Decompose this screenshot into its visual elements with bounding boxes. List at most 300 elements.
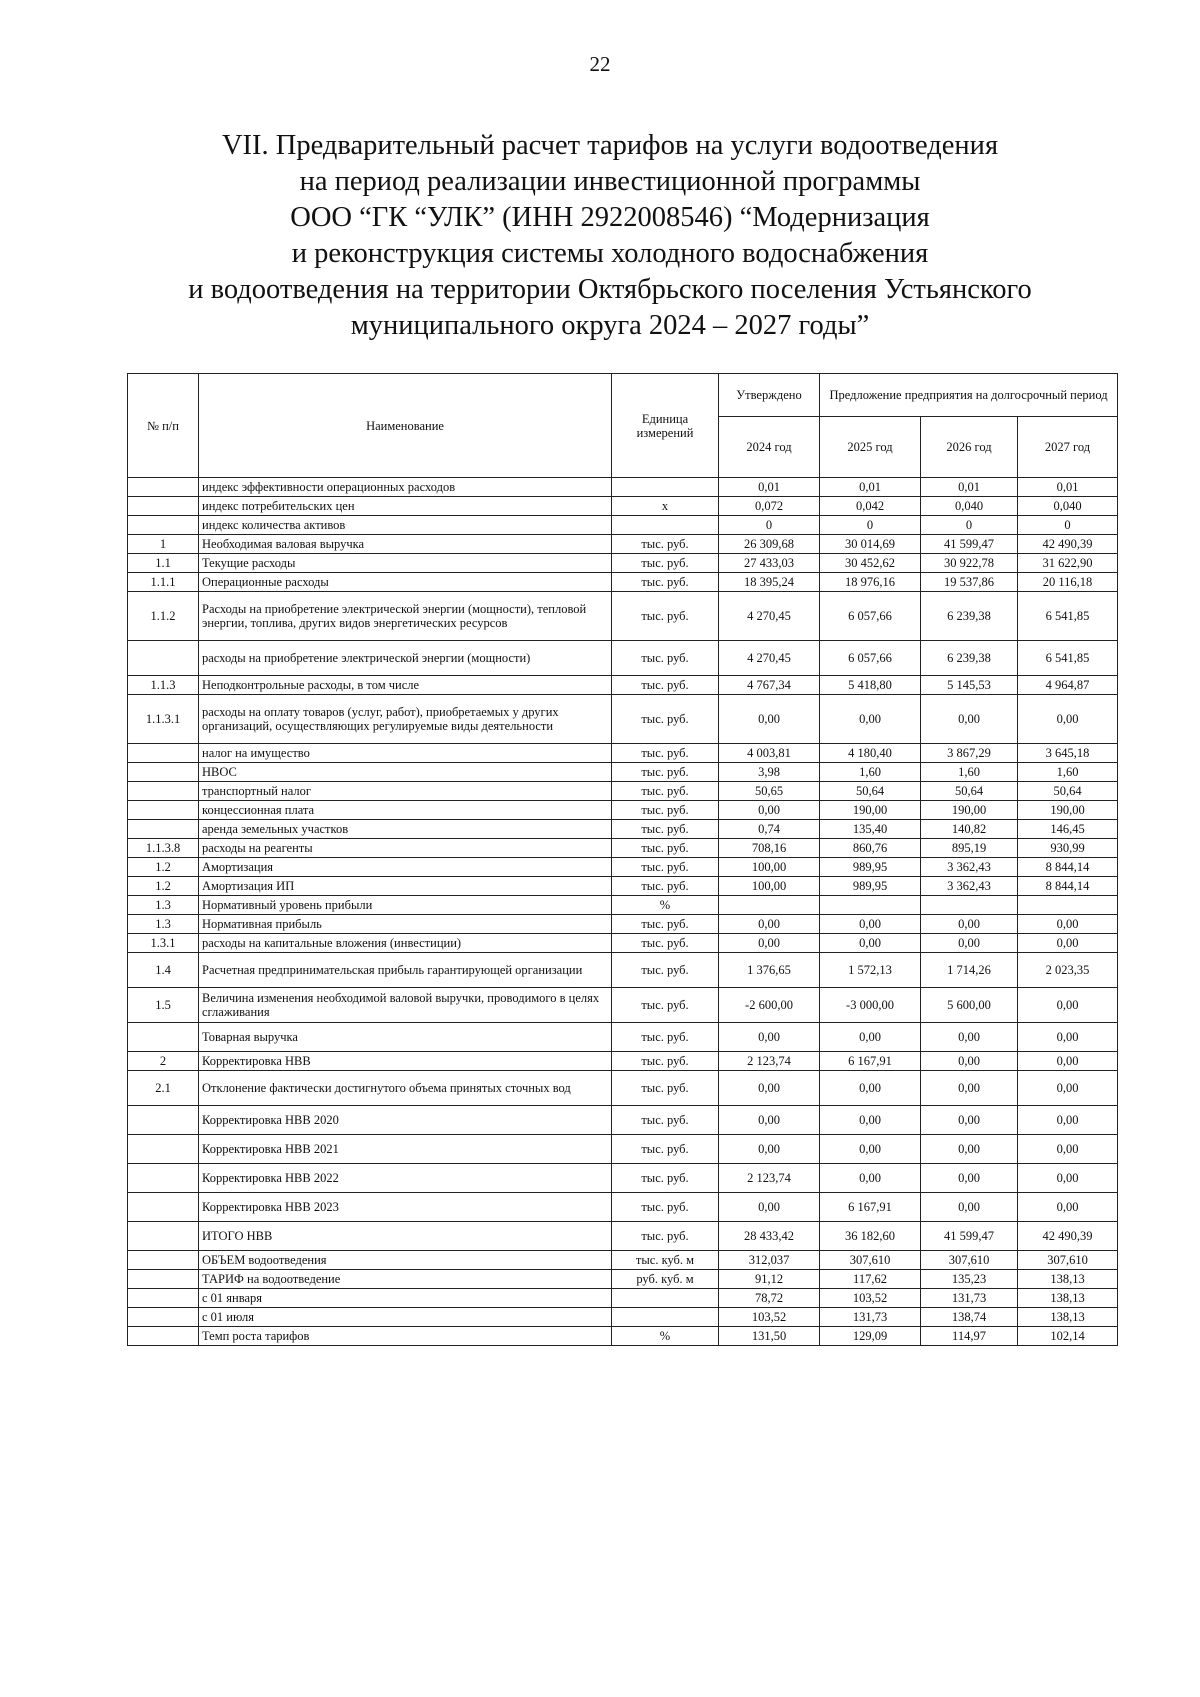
row-number-cell: 2.1: [128, 1071, 199, 1106]
row-value-cell: 0,072: [719, 497, 820, 516]
row-value-cell: -2 600,00: [719, 988, 820, 1023]
row-value-cell: 0,00: [921, 1023, 1018, 1052]
table-row: [128, 516, 1118, 535]
row-value-cell: [1018, 896, 1118, 915]
row-number-cell: [128, 1289, 199, 1308]
row-name-cell: Расходы на приобретение электрической энергии (мощности), тепловой энергии, топлива, других видов энергетических ресурсов: [199, 592, 612, 641]
tariff-table: [127, 373, 1118, 1346]
row-value-cell: 0,00: [719, 1135, 820, 1164]
row-value-cell: 0,00: [820, 1106, 921, 1135]
table-row: [128, 988, 1118, 1023]
row-value-cell: 190,00: [921, 801, 1018, 820]
row-number-cell: 1.3: [128, 896, 199, 915]
row-number-cell: [128, 1222, 199, 1251]
row-value-cell: 6 057,66: [820, 592, 921, 641]
row-unit-cell: тыс. руб.: [612, 934, 719, 953]
row-value-cell: 31 622,90: [1018, 554, 1118, 573]
row-value-cell: 5 600,00: [921, 988, 1018, 1023]
row-number-cell: [128, 497, 199, 516]
row-number-cell: 1.5: [128, 988, 199, 1023]
row-unit-cell: [612, 1308, 719, 1327]
row-value-cell: 190,00: [1018, 801, 1118, 820]
row-number-cell: 1.1.3.1: [128, 695, 199, 744]
row-value-cell: 18 976,16: [820, 573, 921, 592]
row-name-cell: индекс эффективности операционных расходов: [199, 478, 612, 497]
row-name-cell: с 01 июля: [199, 1308, 612, 1327]
row-name-cell: ТАРИФ на водоотведение: [199, 1270, 612, 1289]
row-value-cell: 0: [1018, 516, 1118, 535]
row-name-cell: Величина изменения необходимой валовой выручки, проводимого в целях сглаживания: [199, 988, 612, 1023]
header-year: 2025 год: [820, 417, 921, 478]
table-row: [128, 1308, 1118, 1327]
row-value-cell: 6 541,85: [1018, 641, 1118, 676]
row-name-cell: Корректировка НВВ 2023: [199, 1193, 612, 1222]
row-unit-cell: тыс. руб.: [612, 820, 719, 839]
table-row: [128, 676, 1118, 695]
row-number-cell: 1: [128, 535, 199, 554]
row-value-cell: 1 714,26: [921, 953, 1018, 988]
row-value-cell: 91,12: [719, 1270, 820, 1289]
row-unit-cell: тыс. руб.: [612, 535, 719, 554]
row-value-cell: 0,00: [921, 1164, 1018, 1193]
row-number-cell: [128, 1308, 199, 1327]
row-name-cell: с 01 января: [199, 1289, 612, 1308]
row-value-cell: 50,65: [719, 782, 820, 801]
row-value-cell: 0,00: [921, 915, 1018, 934]
row-value-cell: 0,00: [1018, 1193, 1118, 1222]
row-value-cell: 30 922,78: [921, 554, 1018, 573]
row-value-cell: 0,00: [1018, 695, 1118, 744]
table-row: [128, 839, 1118, 858]
row-value-cell: 5 145,53: [921, 676, 1018, 695]
table-row: [128, 801, 1118, 820]
row-unit-cell: тыс. руб.: [612, 988, 719, 1023]
row-value-cell: 0,00: [820, 1071, 921, 1106]
row-unit-cell: [612, 478, 719, 497]
row-name-cell: Неподконтрольные расходы, в том числе: [199, 676, 612, 695]
row-value-cell: 4 270,45: [719, 641, 820, 676]
title-line: VII. Предварительный расчет тарифов на услуги водоотведения: [221, 130, 999, 161]
row-value-cell: 0,00: [1018, 934, 1118, 953]
table-row: [128, 1023, 1118, 1052]
row-value-cell: 50,64: [921, 782, 1018, 801]
table-row: [128, 1222, 1118, 1251]
row-value-cell: 0,00: [820, 934, 921, 953]
row-value-cell: 0,00: [921, 934, 1018, 953]
table-row: [128, 1164, 1118, 1193]
row-unit-cell: тыс. руб.: [612, 877, 719, 896]
row-value-cell: 0,00: [1018, 1023, 1118, 1052]
table-row: [128, 1052, 1118, 1071]
row-value-cell: 0,00: [921, 1106, 1018, 1135]
row-value-cell: 0,00: [921, 1135, 1018, 1164]
row-value-cell: 0,042: [820, 497, 921, 516]
table-row: [128, 763, 1118, 782]
row-number-cell: [128, 1251, 199, 1270]
row-value-cell: 0,00: [719, 1071, 820, 1106]
title-line: ООО “ГК “УЛК” (ИНН 2922008546) “Модернизация: [290, 202, 930, 233]
row-value-cell: 307,610: [820, 1251, 921, 1270]
row-number-cell: [128, 763, 199, 782]
row-unit-cell: тыс. руб.: [612, 1071, 719, 1106]
row-value-cell: 2 023,35: [1018, 953, 1118, 988]
row-number-cell: 1.1.1: [128, 573, 199, 592]
title-line: муниципального округа 2024 – 2027 годы”: [350, 310, 870, 341]
row-number-cell: 2: [128, 1052, 199, 1071]
table-row: [128, 1251, 1118, 1270]
row-number-cell: [128, 1193, 199, 1222]
row-value-cell: 20 116,18: [1018, 573, 1118, 592]
row-value-cell: 0,00: [921, 1193, 1018, 1222]
row-unit-cell: тыс. куб. м: [612, 1251, 719, 1270]
row-value-cell: 138,13: [1018, 1289, 1118, 1308]
row-number-cell: 1.3: [128, 915, 199, 934]
row-number-cell: [128, 641, 199, 676]
row-value-cell: 3 362,43: [921, 877, 1018, 896]
row-number-cell: 1.2: [128, 858, 199, 877]
row-value-cell: 0,00: [1018, 1164, 1118, 1193]
row-number-cell: [128, 820, 199, 839]
row-name-cell: транспортный налог: [199, 782, 612, 801]
row-value-cell: 4 270,45: [719, 592, 820, 641]
row-name-cell: Нормативная прибыль: [199, 915, 612, 934]
row-value-cell: 129,09: [820, 1327, 921, 1346]
row-name-cell: Необходимая валовая выручка: [199, 535, 612, 554]
header-proposal: Предложение предприятия на долгосрочный период: [820, 374, 1118, 417]
row-value-cell: 0,00: [1018, 1052, 1118, 1071]
row-unit-cell: тыс. руб.: [612, 676, 719, 695]
row-value-cell: 3 362,43: [921, 858, 1018, 877]
table-row: [128, 915, 1118, 934]
row-value-cell: 0,00: [820, 1135, 921, 1164]
table-row: [128, 641, 1118, 676]
row-value-cell: 860,76: [820, 839, 921, 858]
row-value-cell: 4 003,81: [719, 744, 820, 763]
row-unit-cell: тыс. руб.: [612, 573, 719, 592]
row-number-cell: 1.4: [128, 953, 199, 988]
row-value-cell: 0,74: [719, 820, 820, 839]
row-unit-cell: тыс. руб.: [612, 1222, 719, 1251]
row-unit-cell: тыс. руб.: [612, 953, 719, 988]
table-header: [128, 374, 1118, 478]
row-value-cell: 0,00: [719, 1193, 820, 1222]
header-approved: Утверждено: [719, 374, 820, 417]
row-name-cell: НВОС: [199, 763, 612, 782]
row-name-cell: Текущие расходы: [199, 554, 612, 573]
row-unit-cell: тыс. руб.: [612, 763, 719, 782]
row-value-cell: 103,52: [719, 1308, 820, 1327]
table-row: [128, 695, 1118, 744]
table-row: [128, 573, 1118, 592]
table-body: [128, 478, 1118, 1346]
row-value-cell: 114,97: [921, 1327, 1018, 1346]
table-row: [128, 554, 1118, 573]
row-number-cell: [128, 801, 199, 820]
row-value-cell: 0,00: [1018, 1106, 1118, 1135]
row-value-cell: 0,00: [820, 915, 921, 934]
row-unit-cell: тыс. руб.: [612, 1052, 719, 1071]
table-row: [128, 858, 1118, 877]
row-value-cell: 1,60: [921, 763, 1018, 782]
row-value-cell: 131,50: [719, 1327, 820, 1346]
row-value-cell: 36 182,60: [820, 1222, 921, 1251]
row-value-cell: 4 767,34: [719, 676, 820, 695]
row-name-cell: ИТОГО НВВ: [199, 1222, 612, 1251]
table-row: [128, 1327, 1118, 1346]
row-number-cell: 1.3.1: [128, 934, 199, 953]
row-value-cell: 895,19: [921, 839, 1018, 858]
row-value-cell: 8 844,14: [1018, 877, 1118, 896]
row-value-cell: 0,00: [719, 695, 820, 744]
row-value-cell: 0,01: [1018, 478, 1118, 497]
header-name: Наименование: [199, 374, 612, 478]
row-unit-cell: [612, 1289, 719, 1308]
row-value-cell: 0,040: [1018, 497, 1118, 516]
row-name-cell: Нормативный уровень прибыли: [199, 896, 612, 915]
row-unit-cell: тыс. руб.: [612, 801, 719, 820]
row-number-cell: 1.2: [128, 877, 199, 896]
row-value-cell: 0,00: [921, 1071, 1018, 1106]
row-value-cell: 3 867,29: [921, 744, 1018, 763]
row-value-cell: 131,73: [921, 1289, 1018, 1308]
header-num: № п/п: [128, 374, 199, 478]
table-row: [128, 896, 1118, 915]
row-unit-cell: тыс. руб.: [612, 1106, 719, 1135]
row-value-cell: 6 239,38: [921, 592, 1018, 641]
row-value-cell: 0,00: [719, 1106, 820, 1135]
row-value-cell: 0,01: [921, 478, 1018, 497]
row-value-cell: 19 537,86: [921, 573, 1018, 592]
row-value-cell: [921, 896, 1018, 915]
row-value-cell: 0,01: [820, 478, 921, 497]
row-unit-cell: тыс. руб.: [612, 1023, 719, 1052]
row-unit-cell: тыс. руб.: [612, 1135, 719, 1164]
row-value-cell: 0,00: [1018, 915, 1118, 934]
row-value-cell: 0: [921, 516, 1018, 535]
row-name-cell: Корректировка НВВ 2021: [199, 1135, 612, 1164]
row-name-cell: расходы на приобретение электрической энергии (мощности): [199, 641, 612, 676]
row-value-cell: 0,00: [1018, 1071, 1118, 1106]
row-value-cell: 312,037: [719, 1251, 820, 1270]
row-unit-cell: тыс. руб.: [612, 554, 719, 573]
row-value-cell: 100,00: [719, 877, 820, 896]
row-value-cell: 138,13: [1018, 1270, 1118, 1289]
row-unit-cell: х: [612, 497, 719, 516]
row-value-cell: 0,00: [719, 934, 820, 953]
row-value-cell: 26 309,68: [719, 535, 820, 554]
row-unit-cell: %: [612, 1327, 719, 1346]
table-row: [128, 497, 1118, 516]
table-row: [128, 1135, 1118, 1164]
row-name-cell: Товарная выручка: [199, 1023, 612, 1052]
table-row: [128, 535, 1118, 554]
row-value-cell: 78,72: [719, 1289, 820, 1308]
row-value-cell: 2 123,74: [719, 1052, 820, 1071]
header-year: 2027 год: [1018, 417, 1118, 478]
table-row: [128, 1270, 1118, 1289]
row-name-cell: индекс потребительских цен: [199, 497, 612, 516]
table-row: [128, 1071, 1118, 1106]
row-number-cell: 1.1.3.8: [128, 839, 199, 858]
row-value-cell: 0: [820, 516, 921, 535]
table-row: [128, 1106, 1118, 1135]
row-name-cell: Темп роста тарифов: [199, 1327, 612, 1346]
row-value-cell: 42 490,39: [1018, 1222, 1118, 1251]
row-value-cell: 190,00: [820, 801, 921, 820]
row-value-cell: 1 572,13: [820, 953, 921, 988]
row-name-cell: Амортизация: [199, 858, 612, 877]
row-name-cell: Амортизация ИП: [199, 877, 612, 896]
row-value-cell: 18 395,24: [719, 573, 820, 592]
row-unit-cell: [612, 516, 719, 535]
header-year: 2024 год: [719, 417, 820, 478]
row-value-cell: 0,00: [820, 695, 921, 744]
row-number-cell: 1.1: [128, 554, 199, 573]
row-value-cell: 4 964,87: [1018, 676, 1118, 695]
row-value-cell: 989,95: [820, 877, 921, 896]
row-value-cell: 42 490,39: [1018, 535, 1118, 554]
row-value-cell: 2 123,74: [719, 1164, 820, 1193]
document-title: [120, 128, 1100, 344]
row-value-cell: 930,99: [1018, 839, 1118, 858]
row-value-cell: 1,60: [1018, 763, 1118, 782]
row-name-cell: ОБЪЕМ водоотведения: [199, 1251, 612, 1270]
row-value-cell: 117,62: [820, 1270, 921, 1289]
row-name-cell: Корректировка НВВ 2020: [199, 1106, 612, 1135]
row-name-cell: расходы на реагенты: [199, 839, 612, 858]
row-value-cell: 50,64: [820, 782, 921, 801]
row-name-cell: Расчетная предпринимательская прибыль гарантирующей организации: [199, 953, 612, 988]
row-value-cell: 0,00: [921, 1052, 1018, 1071]
header-unit: Единица измерений: [612, 374, 719, 478]
row-value-cell: 3,98: [719, 763, 820, 782]
row-value-cell: 138,13: [1018, 1308, 1118, 1327]
row-value-cell: 138,74: [921, 1308, 1018, 1327]
title-line: на период реализации инвестиционной программы: [299, 166, 921, 197]
row-number-cell: [128, 1270, 199, 1289]
row-number-cell: [128, 744, 199, 763]
row-value-cell: 1,60: [820, 763, 921, 782]
table-row: [128, 934, 1118, 953]
row-number-cell: [128, 1106, 199, 1135]
page-number: 22: [589, 52, 611, 76]
row-value-cell: 30 014,69: [820, 535, 921, 554]
row-unit-cell: тыс. руб.: [612, 782, 719, 801]
row-value-cell: 0,01: [719, 478, 820, 497]
row-unit-cell: тыс. руб.: [612, 695, 719, 744]
row-name-cell: Отклонение фактически достигнутого объема принятых сточных вод: [199, 1071, 612, 1106]
row-value-cell: 0,00: [719, 915, 820, 934]
row-value-cell: 0,00: [1018, 1135, 1118, 1164]
row-value-cell: 131,73: [820, 1308, 921, 1327]
row-number-cell: 1.1.3: [128, 676, 199, 695]
row-unit-cell: тыс. руб.: [612, 592, 719, 641]
row-value-cell: [820, 896, 921, 915]
row-value-cell: 0: [719, 516, 820, 535]
row-unit-cell: тыс. руб.: [612, 839, 719, 858]
row-value-cell: 0,00: [719, 1023, 820, 1052]
row-unit-cell: тыс. руб.: [612, 1164, 719, 1193]
row-value-cell: 28 433,42: [719, 1222, 820, 1251]
row-value-cell: 0,00: [921, 695, 1018, 744]
row-value-cell: 135,40: [820, 820, 921, 839]
row-unit-cell: тыс. руб.: [612, 744, 719, 763]
table-row: [128, 478, 1118, 497]
row-value-cell: 102,14: [1018, 1327, 1118, 1346]
row-value-cell: 140,82: [921, 820, 1018, 839]
row-unit-cell: тыс. руб.: [612, 641, 719, 676]
table-row: [128, 1289, 1118, 1308]
row-unit-cell: тыс. руб.: [612, 858, 719, 877]
row-value-cell: 6 541,85: [1018, 592, 1118, 641]
row-value-cell: 135,23: [921, 1270, 1018, 1289]
row-value-cell: 0,00: [820, 1023, 921, 1052]
table-row: [128, 953, 1118, 988]
row-value-cell: 5 418,80: [820, 676, 921, 695]
row-unit-cell: тыс. руб.: [612, 1193, 719, 1222]
row-value-cell: 0,00: [719, 801, 820, 820]
row-value-cell: [719, 896, 820, 915]
row-number-cell: [128, 1135, 199, 1164]
table-row: [128, 820, 1118, 839]
row-number-cell: [128, 1327, 199, 1346]
row-unit-cell: руб. куб. м: [612, 1270, 719, 1289]
row-value-cell: 3 645,18: [1018, 744, 1118, 763]
row-value-cell: 1 376,65: [719, 953, 820, 988]
row-value-cell: 100,00: [719, 858, 820, 877]
row-value-cell: 307,610: [921, 1251, 1018, 1270]
row-number-cell: [128, 1023, 199, 1052]
row-value-cell: 6 239,38: [921, 641, 1018, 676]
row-name-cell: налог на имущество: [199, 744, 612, 763]
row-value-cell: 0,00: [1018, 988, 1118, 1023]
row-name-cell: индекс количества активов: [199, 516, 612, 535]
row-value-cell: 708,16: [719, 839, 820, 858]
row-value-cell: 8 844,14: [1018, 858, 1118, 877]
row-number-cell: 1.1.2: [128, 592, 199, 641]
row-value-cell: 4 180,40: [820, 744, 921, 763]
row-number-cell: [128, 478, 199, 497]
row-value-cell: 0,040: [921, 497, 1018, 516]
title-line: и водоотведения на территории Октябрьского поселения Устьянского: [188, 274, 1032, 305]
row-value-cell: 41 599,47: [921, 535, 1018, 554]
row-unit-cell: %: [612, 896, 719, 915]
table-row: [128, 744, 1118, 763]
row-value-cell: 6 167,91: [820, 1193, 921, 1222]
row-value-cell: -3 000,00: [820, 988, 921, 1023]
row-value-cell: 103,52: [820, 1289, 921, 1308]
table-row: [128, 877, 1118, 896]
row-value-cell: 50,64: [1018, 782, 1118, 801]
row-name-cell: аренда земельных участков: [199, 820, 612, 839]
row-value-cell: 30 452,62: [820, 554, 921, 573]
row-value-cell: 307,610: [1018, 1251, 1118, 1270]
row-name-cell: Корректировка НВВ: [199, 1052, 612, 1071]
table-row: [128, 1193, 1118, 1222]
row-value-cell: 146,45: [1018, 820, 1118, 839]
row-value-cell: 6 057,66: [820, 641, 921, 676]
row-name-cell: расходы на капитальные вложения (инвестиции): [199, 934, 612, 953]
row-value-cell: 6 167,91: [820, 1052, 921, 1071]
row-value-cell: 989,95: [820, 858, 921, 877]
row-value-cell: 27 433,03: [719, 554, 820, 573]
row-name-cell: Корректировка НВВ 2022: [199, 1164, 612, 1193]
row-number-cell: [128, 1164, 199, 1193]
row-name-cell: расходы на оплату товаров (услуг, работ), приобретаемых у других организаций, осуществляющих регулируемые виды деятельности: [199, 695, 612, 744]
row-unit-cell: тыс. руб.: [612, 915, 719, 934]
row-value-cell: 41 599,47: [921, 1222, 1018, 1251]
header-year: 2026 год: [921, 417, 1018, 478]
